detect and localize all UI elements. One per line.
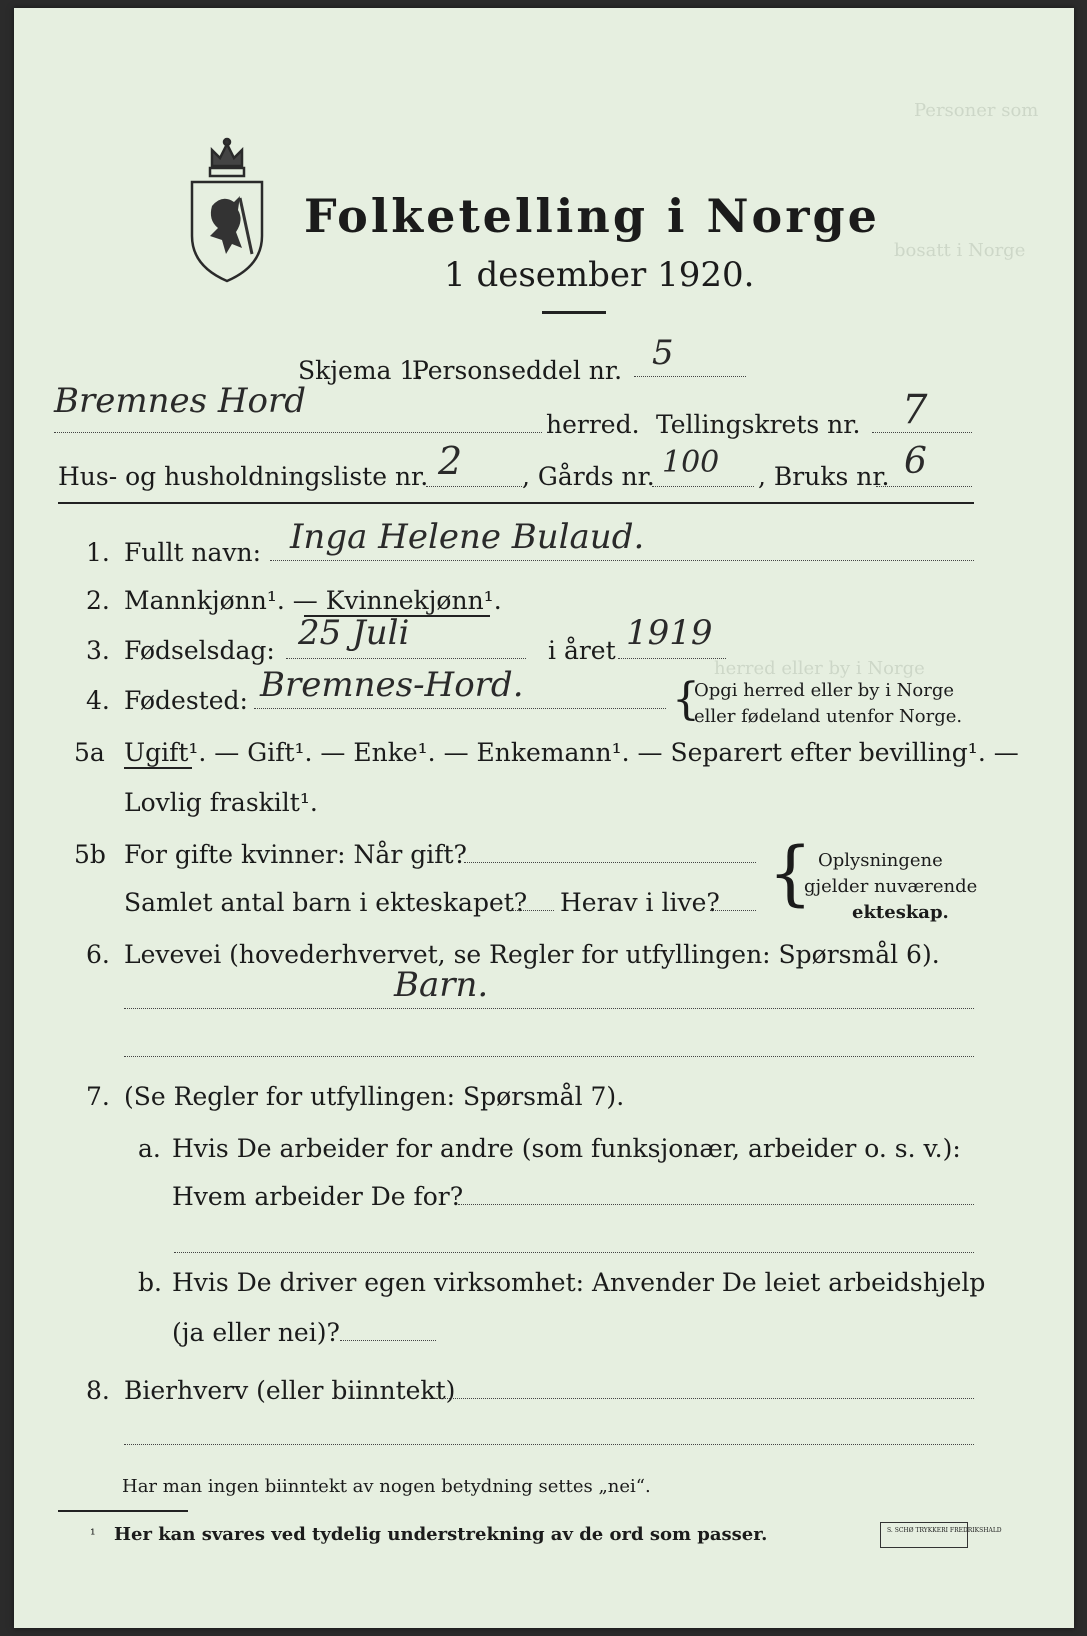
q7b-line2: (ja eller nei)? bbox=[172, 1318, 340, 1347]
q8-number: 8. bbox=[86, 1376, 110, 1405]
q5a-line2: Lovlig fraskilt¹. bbox=[124, 788, 318, 817]
q5b-label2: Samlet antal barn i ekteskapet? bbox=[124, 888, 528, 917]
q7b-letter: b. bbox=[138, 1268, 162, 1297]
personseddel-value: 5 bbox=[652, 333, 674, 373]
q1-full-name-value: Inga Helene Bulaud. bbox=[290, 517, 645, 557]
q3-birthday-value: 25 Juli bbox=[298, 613, 410, 653]
norwegian-coat-of-arms-icon bbox=[182, 136, 272, 286]
footnote-rule bbox=[58, 1510, 188, 1512]
q4-line bbox=[254, 708, 666, 709]
q7a-extra-line bbox=[174, 1252, 974, 1253]
q6-occupation-value: Barn. bbox=[394, 965, 489, 1005]
q5b-label1: For gifte kvinner: Når gift? bbox=[124, 840, 467, 869]
q5b-brace: { bbox=[768, 832, 813, 914]
q7-number: 7. bbox=[86, 1082, 110, 1111]
q3-date-line bbox=[286, 658, 526, 659]
q6-label: Levevei (hovederhvervet, se Regler for utfyllingen: Spørsmål 6). bbox=[124, 940, 940, 969]
footnote-text: Her kan svares ved tydelig understrekning av de ord som passer. bbox=[114, 1524, 768, 1545]
q3-label: Fødselsdag: bbox=[124, 636, 275, 665]
q5b-married-line bbox=[464, 862, 756, 863]
header-rule bbox=[58, 502, 974, 504]
q5b-note3: ekteskap. bbox=[852, 902, 949, 923]
printer-stamp bbox=[880, 1522, 1002, 1548]
skjema-label: Skjema 1. bbox=[298, 356, 424, 385]
q3-year-line bbox=[618, 658, 726, 659]
q7-label: (Se Regler for utfyllingen: Spørsmål 7). bbox=[124, 1082, 625, 1111]
footnote-mark: ¹ bbox=[90, 1527, 96, 1543]
q7a-line2: Hvem arbeider De for? bbox=[172, 1182, 464, 1211]
q3-number: 3. bbox=[86, 636, 110, 665]
bleed-through-text: Personer som bbox=[914, 100, 1039, 121]
bleed-through-text: herred eller by i Norge bbox=[714, 658, 925, 679]
q5a-number: 5a bbox=[74, 738, 105, 767]
q4-note-line1: Opgi herred eller by i Norge bbox=[694, 680, 955, 701]
gards-line bbox=[652, 486, 754, 487]
q4-number: 4. bbox=[86, 686, 110, 715]
title-divider bbox=[542, 311, 606, 314]
q2-label: Mannkjønn¹. — Kvinnekjønn¹. bbox=[124, 586, 502, 615]
bruks-label: , Bruks nr. bbox=[758, 462, 890, 491]
q6-line2 bbox=[124, 1056, 974, 1057]
q7b-answer-line bbox=[340, 1340, 436, 1341]
q4-birthplace-value: Bremnes-Hord. bbox=[260, 665, 524, 705]
bleed-through-text: bosatt i Norge bbox=[894, 240, 1026, 261]
q5b-children-line bbox=[512, 910, 554, 911]
q8-line2 bbox=[124, 1444, 974, 1445]
bruks-value: 6 bbox=[904, 441, 927, 482]
printer-stamp-text: S. SCHØ TRYKKERI FREDRIKSHALD bbox=[887, 1527, 1002, 1534]
gards-label: , Gårds nr. bbox=[522, 462, 655, 491]
census-date: 1 desember 1920. bbox=[444, 255, 755, 295]
q6-line1 bbox=[124, 1008, 974, 1009]
q6-number: 6. bbox=[86, 940, 110, 969]
form-title: Folketelling i Norge bbox=[304, 189, 880, 243]
q1-number: 1. bbox=[86, 538, 110, 567]
hus-value: 2 bbox=[438, 439, 463, 483]
hus-line bbox=[426, 486, 522, 487]
tellingskrets-value: 7 bbox=[902, 387, 928, 433]
q3-year-label: i året bbox=[548, 636, 616, 665]
q8-line1 bbox=[436, 1398, 974, 1399]
q7a-line1: Hvis De arbeider for andre (som funksjonær, arbeider o. s. v.): bbox=[172, 1134, 961, 1163]
q5b-number: 5b bbox=[74, 840, 106, 869]
q4-brace: { bbox=[672, 674, 700, 725]
gards-value: 100 bbox=[662, 445, 720, 480]
herred-line bbox=[54, 432, 542, 433]
q3-year-value: 1919 bbox=[626, 613, 713, 653]
q1-line bbox=[270, 560, 974, 561]
q4-note-line2: eller fødeland utenfor Norge. bbox=[694, 706, 963, 727]
census-form-sheet bbox=[14, 8, 1074, 1628]
herred-value: Bremnes Hord bbox=[54, 381, 307, 421]
q7a-letter: a. bbox=[138, 1134, 161, 1163]
herred-label: herred. bbox=[546, 410, 640, 439]
tellingskrets-label: Tellingskrets nr. bbox=[656, 410, 861, 439]
q4-label: Fødested: bbox=[124, 686, 248, 715]
q5a-line1: Ugift¹. — Gift¹. — Enke¹. — Enkemann¹. — Separert efter bevilling¹. — bbox=[124, 738, 1019, 767]
bruks-line bbox=[876, 486, 972, 487]
q1-label: Fullt navn: bbox=[124, 538, 262, 567]
q5b-alive-line bbox=[710, 910, 756, 911]
personseddel-line bbox=[634, 376, 746, 377]
hus-label: Hus- og husholdningsliste nr. bbox=[58, 462, 429, 491]
q7b-line1: Hvis De driver egen virksomhet: Anvender De leiet arbeidshjelp bbox=[172, 1268, 986, 1297]
footer-note: Har man ingen biinntekt av nogen betydning settes „nei“. bbox=[122, 1476, 651, 1497]
personseddel-label: Personseddel nr. bbox=[412, 356, 623, 385]
q5b-note1: Oplysningene bbox=[818, 850, 943, 871]
q7a-employer-line bbox=[458, 1204, 974, 1205]
q5b-note2: gjelder nuværende bbox=[804, 876, 978, 897]
q5a-underline-ugift bbox=[124, 767, 192, 769]
q8-label: Bierhverv (eller biinntekt) bbox=[124, 1376, 456, 1405]
q2-number: 2. bbox=[86, 586, 110, 615]
q5b-label3: Herav i live? bbox=[560, 888, 720, 917]
